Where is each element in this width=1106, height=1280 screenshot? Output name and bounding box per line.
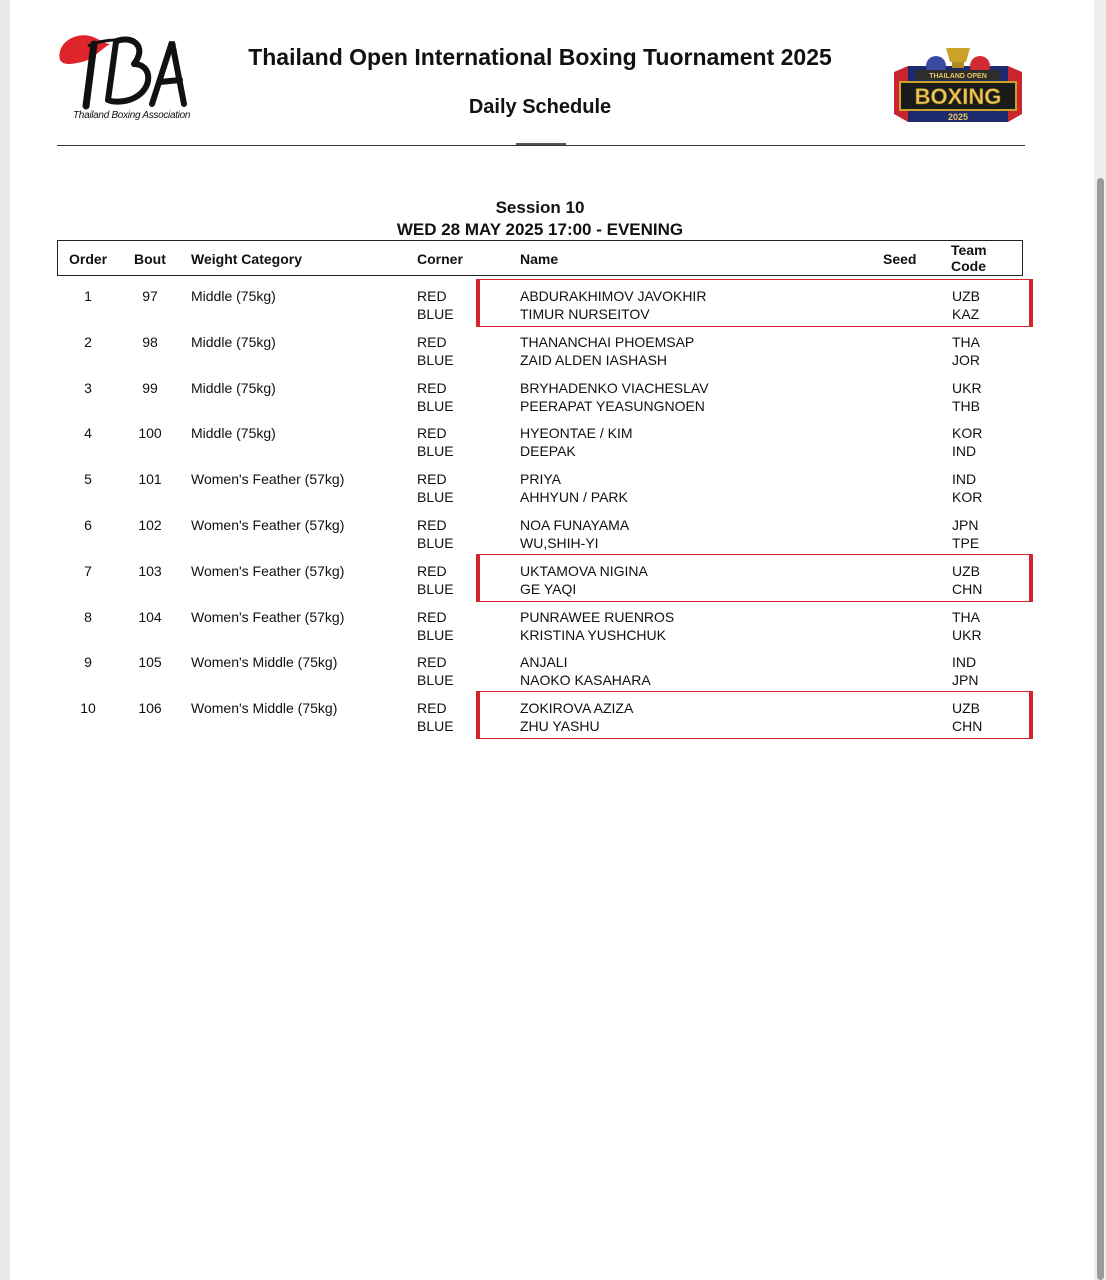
blue-team-code: KOR xyxy=(952,489,983,505)
document-subtitle: Daily Schedule xyxy=(468,96,612,118)
red-boxer-name: THANANCHAI PHOEMSAP xyxy=(520,334,695,350)
badge-top-text: THAILAND OPEN xyxy=(929,73,987,80)
weight-category-cell: Women's Feather (57kg) xyxy=(191,517,345,533)
blue-corner-label: BLUE xyxy=(417,489,454,505)
red-team-code: THA xyxy=(952,334,980,350)
red-corner-label: RED xyxy=(417,425,447,441)
column-header-bout: Bout xyxy=(134,251,166,267)
weight-category-cell: Middle (75kg) xyxy=(191,380,276,396)
red-corner-label: RED xyxy=(417,700,447,716)
column-header-team-line1: Team xyxy=(951,242,987,258)
red-corner-label: RED xyxy=(417,517,447,533)
bout-cell: 104 xyxy=(138,609,162,625)
blue-boxer-name: ZHU YASHU xyxy=(520,718,600,734)
red-boxer-name: HYEONTAE / KIM xyxy=(520,425,633,441)
bout-cell: 101 xyxy=(138,471,162,487)
column-header-order: Order xyxy=(69,251,108,267)
column-header-team xyxy=(951,242,987,274)
table-header xyxy=(57,240,1023,276)
blue-team-code: IND xyxy=(952,443,977,459)
blue-boxer-name: NAOKO KASAHARA xyxy=(520,672,651,688)
blue-corner-label: BLUE xyxy=(417,443,454,459)
header-divider-accent xyxy=(516,143,566,145)
association-name: Thailand Boxing Association xyxy=(73,110,191,121)
red-corner-label: RED xyxy=(417,288,447,304)
bout-cell: 98 xyxy=(142,334,158,350)
red-boxer-name: NOA FUNAYAMA xyxy=(520,517,630,533)
order-cell: 8 xyxy=(84,609,92,625)
blue-corner-label: BLUE xyxy=(417,672,454,688)
bout-cell: 103 xyxy=(138,563,162,579)
red-team-code: UZB xyxy=(952,288,980,304)
document-title: Thailand Open International Boxing Tuornament 2025 xyxy=(248,44,832,70)
red-team-code: UZB xyxy=(952,700,980,716)
weight-category-cell: Middle (75kg) xyxy=(191,425,276,441)
blue-team-code: CHN xyxy=(952,581,983,597)
blue-boxer-name: AHHYUN / PARK xyxy=(520,489,628,505)
session-datetime: WED 28 MAY 2025 17:00 - EVENING xyxy=(396,220,684,239)
red-team-code: IND xyxy=(952,654,977,670)
blue-team-code: TPE xyxy=(952,535,980,551)
order-cell: 1 xyxy=(84,288,92,304)
red-corner-label: RED xyxy=(417,563,447,579)
badge-main-text: BOXING xyxy=(914,84,1002,109)
weight-category-cell: Women's Middle (75kg) xyxy=(191,654,338,670)
bout-cell: 100 xyxy=(138,425,162,441)
order-cell: 3 xyxy=(84,380,92,396)
weight-category-cell: Middle (75kg) xyxy=(191,288,276,304)
red-boxer-name: UKTAMOVA NIGINA xyxy=(520,563,648,579)
blue-corner-label: BLUE xyxy=(417,627,454,643)
blue-corner-label: BLUE xyxy=(417,306,454,322)
bout-cell: 105 xyxy=(138,654,162,670)
badge-year-text: 2025 xyxy=(947,112,969,122)
red-corner-label: RED xyxy=(417,609,447,625)
red-corner-label: RED xyxy=(417,654,447,670)
order-cell: 4 xyxy=(84,425,92,441)
weight-category-cell: Women's Feather (57kg) xyxy=(191,609,345,625)
order-cell: 10 xyxy=(80,700,96,716)
blue-team-code: JPN xyxy=(952,672,979,688)
order-cell: 2 xyxy=(84,334,92,350)
scrollbar-thumb[interactable] xyxy=(1097,178,1104,1280)
session-name: Session 10 xyxy=(495,198,585,217)
header-divider xyxy=(57,145,1025,146)
order-cell: 6 xyxy=(84,517,92,533)
order-cell: 5 xyxy=(84,471,92,487)
weight-category-cell: Women's Feather (57kg) xyxy=(191,471,345,487)
blue-corner-label: BLUE xyxy=(417,398,454,414)
red-boxer-name: ZOKIROVA AZIZA xyxy=(520,700,634,716)
blue-team-code: CHN xyxy=(952,718,983,734)
bout-cell: 97 xyxy=(142,288,158,304)
blue-corner-label: BLUE xyxy=(417,718,454,734)
weight-category-cell: Middle (75kg) xyxy=(191,334,276,350)
column-header-name: Name xyxy=(520,251,559,267)
red-team-code: UKR xyxy=(952,380,982,396)
red-team-code: JPN xyxy=(952,517,979,533)
blue-corner-label: BLUE xyxy=(417,581,454,597)
order-cell: 9 xyxy=(84,654,92,670)
red-corner-label: RED xyxy=(417,334,447,350)
red-boxer-name: ABDURAKHIMOV JAVOKHIR xyxy=(520,288,707,304)
blue-boxer-name: PEERAPAT YEASUNGNOEN xyxy=(520,398,705,414)
blue-boxer-name: KRISTINA YUSHCHUK xyxy=(520,627,666,643)
bout-cell: 106 xyxy=(138,700,162,716)
red-team-code: IND xyxy=(952,471,977,487)
red-boxer-name: PUNRAWEE RUENROS xyxy=(520,609,675,625)
weight-category-cell: Women's Middle (75kg) xyxy=(191,700,338,716)
blue-boxer-name: WU,SHIH-YI xyxy=(520,535,599,551)
red-team-code: UZB xyxy=(952,563,980,579)
red-corner-label: RED xyxy=(417,380,447,396)
red-boxer-name: ANJALI xyxy=(520,654,568,670)
blue-corner-label: BLUE xyxy=(417,352,454,368)
order-cell: 7 xyxy=(84,563,92,579)
blue-boxer-name: TIMUR NURSEITOV xyxy=(520,306,650,322)
red-team-code: KOR xyxy=(952,425,983,441)
bout-cell: 102 xyxy=(138,517,162,533)
blue-corner-label: BLUE xyxy=(417,535,454,551)
blue-team-code: KAZ xyxy=(952,306,980,322)
red-boxer-name: PRIYA xyxy=(520,471,561,487)
blue-team-code: THB xyxy=(952,398,980,414)
column-header-corner: Corner xyxy=(417,251,463,267)
blue-boxer-name: DEEPAK xyxy=(520,443,576,459)
red-boxer-name: BRYHADENKO VIACHESLAV xyxy=(520,380,709,396)
column-header-weight: Weight Category xyxy=(191,251,302,267)
blue-boxer-name: GE YAQI xyxy=(520,581,577,597)
blue-boxer-name: ZAID ALDEN IASHASH xyxy=(520,352,668,368)
blue-team-code: UKR xyxy=(952,627,982,643)
red-team-code: THA xyxy=(952,609,980,625)
blue-team-code: JOR xyxy=(952,352,980,368)
column-header-team-line2: Code xyxy=(951,258,986,274)
boxing-tournament-logo xyxy=(888,26,1028,126)
weight-category-cell: Women's Feather (57kg) xyxy=(191,563,345,579)
column-header-seed: Seed xyxy=(883,251,917,267)
red-corner-label: RED xyxy=(417,471,447,487)
bout-cell: 99 xyxy=(142,380,158,396)
